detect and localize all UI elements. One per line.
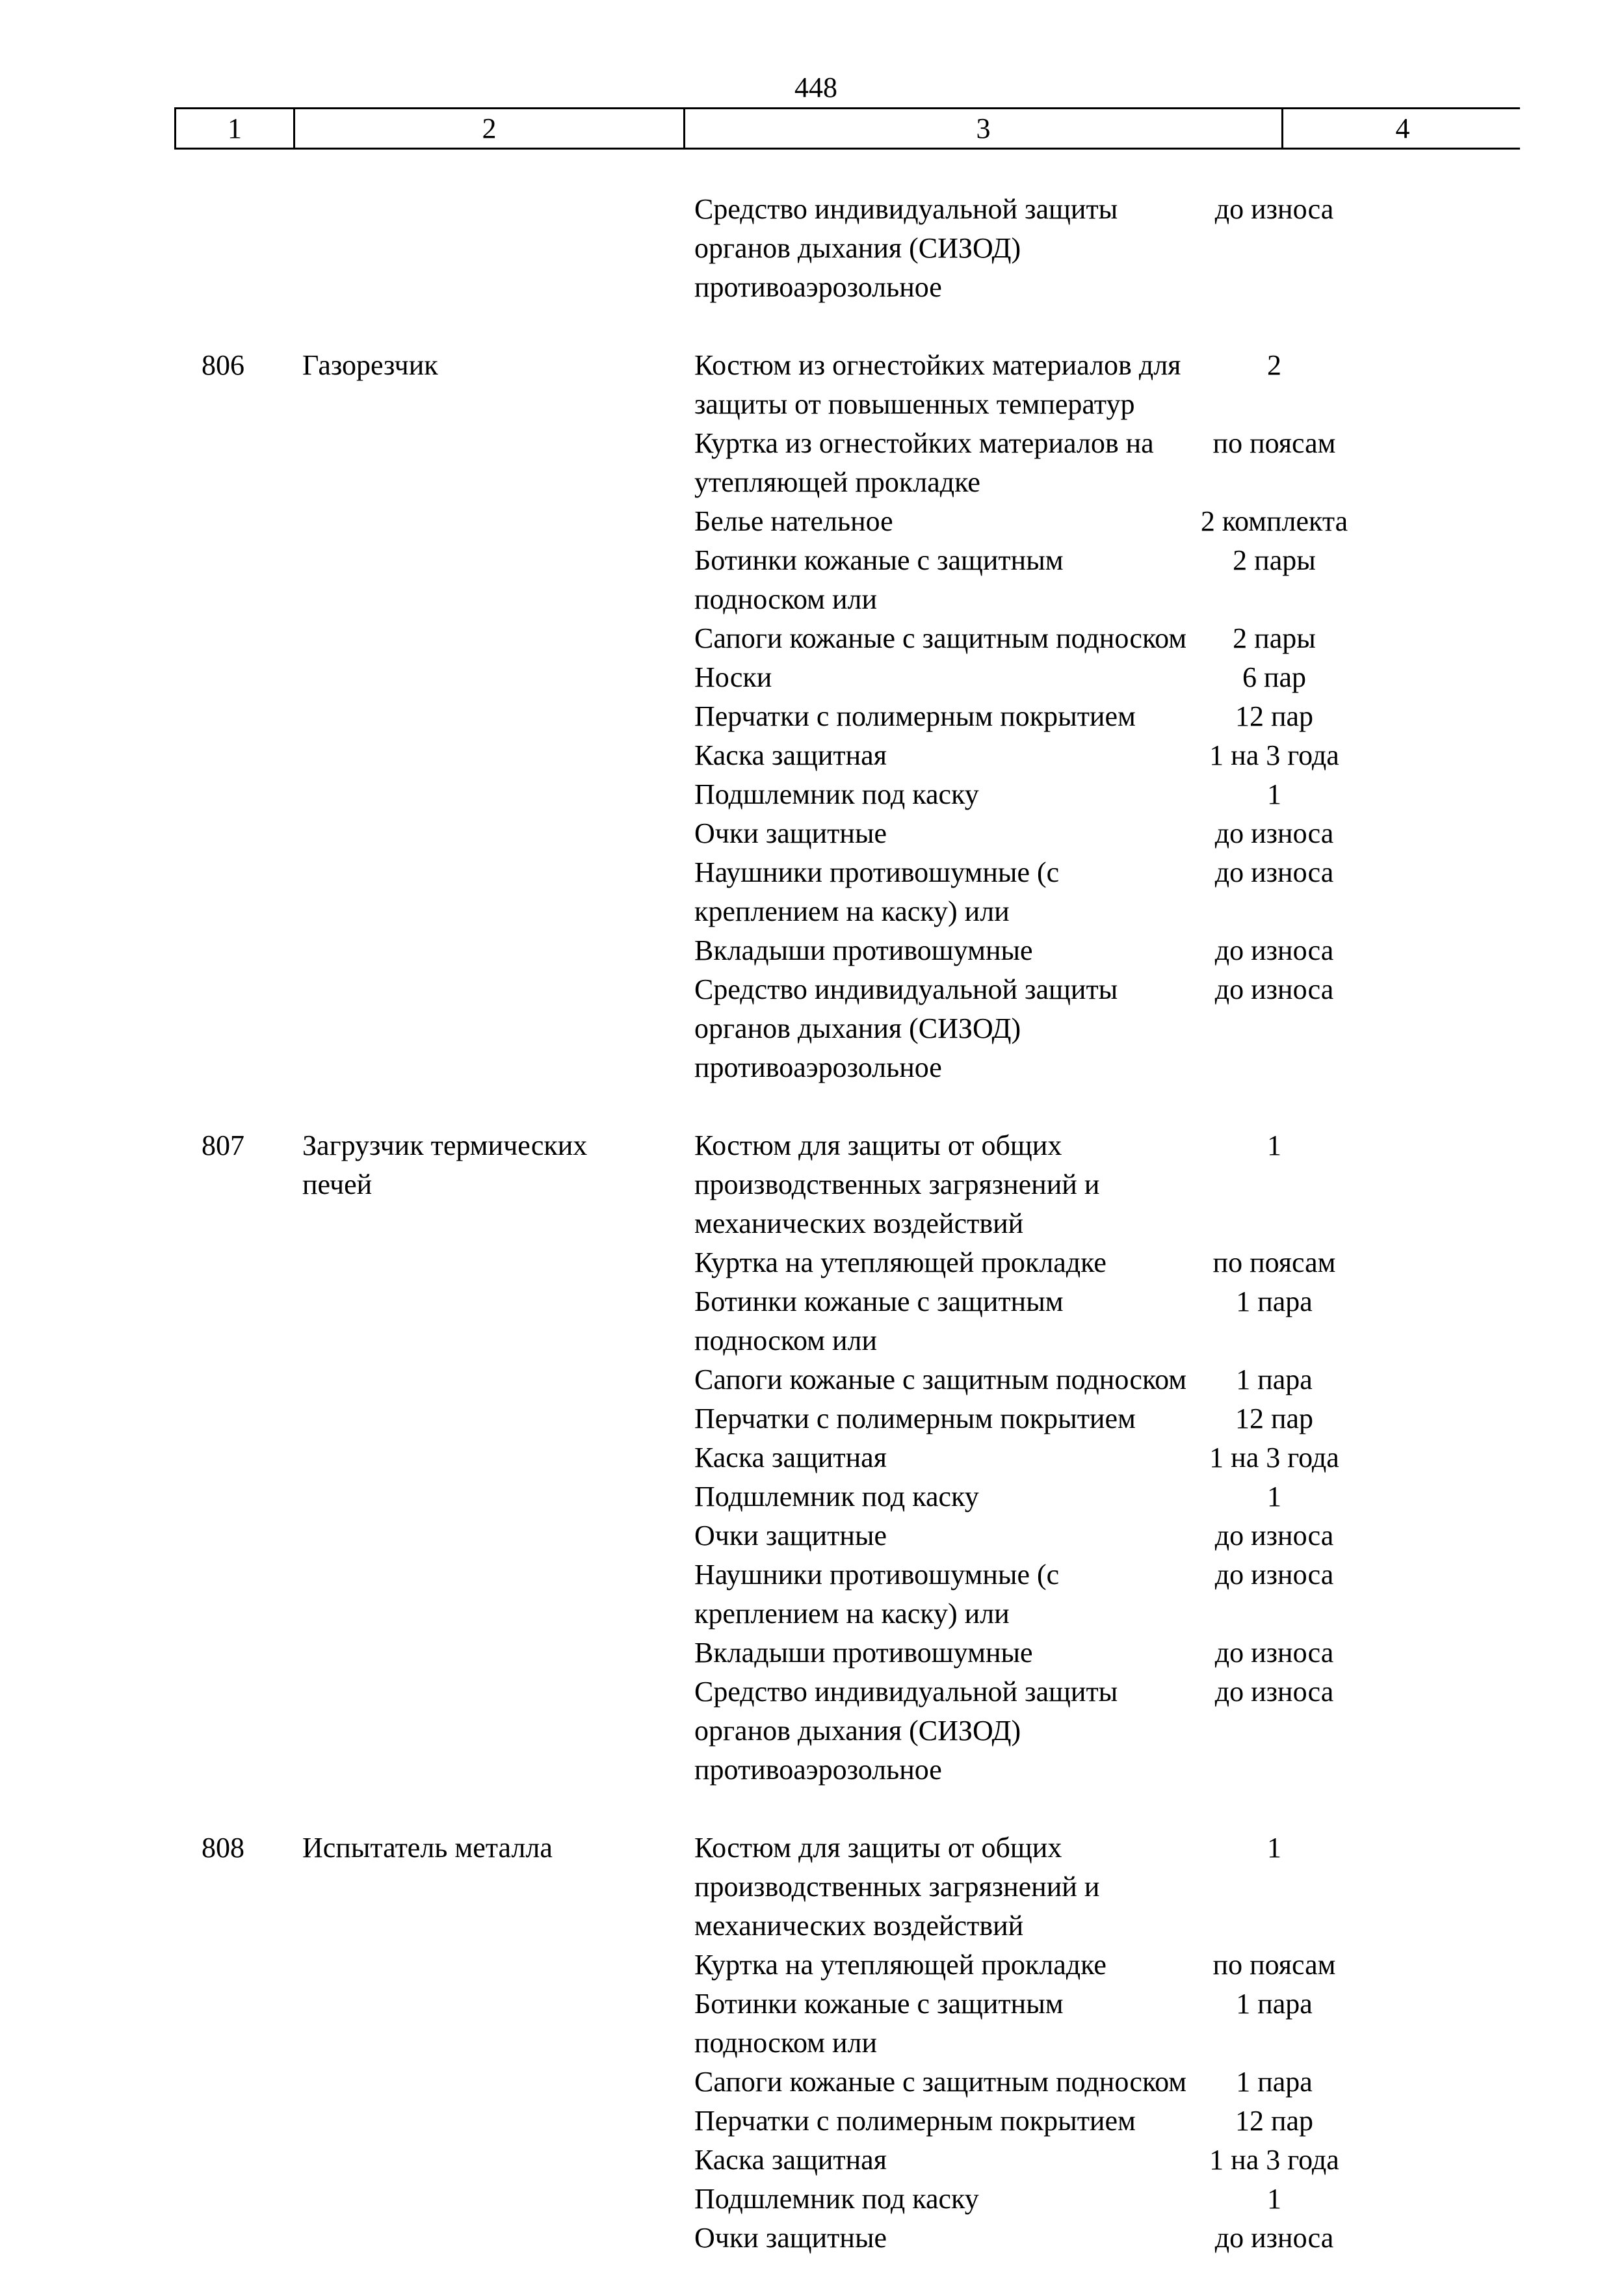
item-text-line: противоаэрозольное bbox=[694, 271, 942, 303]
item-text-line: подноском или bbox=[694, 1325, 878, 1356]
item-text-line: органов дыхания (СИЗОД) bbox=[694, 232, 1021, 264]
item-norm: 2 комплекта bbox=[1200, 505, 1348, 537]
item-norm: 1 на 3 года bbox=[1209, 2144, 1339, 2176]
page-number: 448 bbox=[794, 72, 837, 103]
item-text-line: Ботинки кожаные с защитным bbox=[694, 1286, 1064, 1317]
item-text-line: Перчатки с полимерным покрытием bbox=[694, 1403, 1136, 1434]
entry-number: 806 bbox=[202, 349, 244, 381]
item-norm: 1 пара bbox=[1236, 1364, 1313, 1395]
item-text-line: Подшлемник под каску bbox=[694, 778, 979, 810]
item-norm: 1 bbox=[1267, 1832, 1281, 1864]
entry-number: 808 bbox=[202, 1832, 244, 1864]
item-text-line: Каска защитная bbox=[694, 2144, 887, 2176]
item-text-line: Костюм для защиты от общих bbox=[694, 1129, 1062, 1161]
item-text-line: производственных загрязнений и bbox=[694, 1871, 1100, 1903]
item-norm: 2 пары bbox=[1233, 544, 1316, 576]
item-text-line: механических воздействий bbox=[694, 1207, 1024, 1239]
item-text-line: Сапоги кожаные с защитным подноском bbox=[694, 2066, 1187, 2098]
item-norm: 12 пар bbox=[1235, 700, 1314, 732]
item-norm: до износа bbox=[1214, 1559, 1334, 1590]
item-text-line: Ботинки кожаные с защитным bbox=[694, 544, 1064, 576]
item-text-line: Очки защитные bbox=[694, 2222, 887, 2254]
item-norm: по поясам bbox=[1212, 1949, 1336, 1981]
item-norm: 1 пара bbox=[1236, 1286, 1313, 1317]
item-text-line: Вкладыши противошумные bbox=[694, 1637, 1033, 1669]
item-norm: до износа bbox=[1214, 1520, 1334, 1551]
item-norm: до износа bbox=[1214, 817, 1334, 849]
item-norm: до износа bbox=[1214, 856, 1334, 888]
item-text-line: Куртка из огнестойких материалов на bbox=[694, 427, 1154, 459]
item-norm: до износа bbox=[1214, 934, 1334, 966]
item-norm: 12 пар bbox=[1235, 2105, 1314, 2137]
header-col-4: 4 bbox=[1281, 109, 1522, 148]
item-text-line: противоаэрозольное bbox=[694, 1051, 942, 1083]
profession-name: печей bbox=[302, 1168, 373, 1200]
item-text-line: Очки защитные bbox=[694, 817, 887, 849]
profession-name: Газорезчик bbox=[302, 349, 438, 381]
item-text-line: Вкладыши противошумные bbox=[694, 934, 1033, 966]
item-text-line: подноском или bbox=[694, 583, 878, 615]
entry-number: 807 bbox=[202, 1129, 244, 1161]
item-norm: по поясам bbox=[1212, 1247, 1336, 1278]
item-text-line: Каска защитная bbox=[694, 1442, 887, 1473]
item-text-line: Носки bbox=[694, 661, 772, 693]
item-norm: 2 bbox=[1267, 349, 1281, 381]
item-text-line: Костюм из огнестойких материалов для bbox=[694, 349, 1181, 381]
item-norm: 1 на 3 года bbox=[1209, 1442, 1339, 1473]
item-text-line: Подшлемник под каску bbox=[694, 1481, 979, 1512]
item-norm: 12 пар bbox=[1235, 1403, 1314, 1434]
item-text-line: Наушники противошумные (с bbox=[694, 1559, 1060, 1590]
table-header bbox=[174, 107, 1520, 150]
item-norm: до износа bbox=[1214, 1637, 1334, 1669]
item-text-line: Сапоги кожаные с защитным подноском bbox=[694, 1364, 1187, 1395]
item-norm: по поясам bbox=[1212, 427, 1336, 459]
profession-name: Загрузчик термических bbox=[302, 1129, 588, 1161]
item-text-line: Куртка на утепляющей прокладке bbox=[694, 1949, 1107, 1981]
item-text-line: креплением на каску) или bbox=[694, 1598, 1010, 1630]
item-text-line: Сапоги кожаные с защитным подноском bbox=[694, 622, 1187, 654]
item-text-line: Очки защитные bbox=[694, 1520, 887, 1551]
item-text-line: Каска защитная bbox=[694, 739, 887, 771]
item-norm: 1 bbox=[1267, 1129, 1281, 1161]
item-norm: до износа bbox=[1214, 2222, 1334, 2254]
item-text-line: Перчатки с полимерным покрытием bbox=[694, 700, 1136, 732]
item-text-line: Перчатки с полимерным покрытием bbox=[694, 2105, 1136, 2137]
item-text-line: креплением на каску) или bbox=[694, 895, 1010, 927]
item-norm: до износа bbox=[1214, 193, 1334, 225]
item-text-line: Ботинки кожаные с защитным bbox=[694, 1988, 1064, 2020]
item-text-line: Подшлемник под каску bbox=[694, 2183, 979, 2215]
item-norm: 1 bbox=[1267, 778, 1281, 810]
header-col-1: 1 bbox=[228, 112, 242, 144]
item-text-line: органов дыхания (СИЗОД) bbox=[694, 1012, 1021, 1044]
item-text-line: Средство индивидуальной защиты bbox=[694, 973, 1118, 1005]
item-norm: 1 пара bbox=[1236, 1988, 1313, 2020]
profession-name: Испытатель металла bbox=[302, 1832, 553, 1864]
item-text-line: Костюм для защиты от общих bbox=[694, 1832, 1062, 1864]
item-norm: 1 bbox=[1267, 1481, 1281, 1512]
item-text-line: защиты от повышенных температур bbox=[694, 388, 1135, 420]
item-norm: 1 bbox=[1267, 2183, 1281, 2215]
item-text-line: органов дыхания (СИЗОД) bbox=[694, 1715, 1021, 1747]
header-col-3: 3 bbox=[683, 109, 1281, 148]
item-norm: до износа bbox=[1214, 1676, 1334, 1708]
item-text-line: Средство индивидуальной защиты bbox=[694, 193, 1118, 225]
item-norm: 6 пар bbox=[1242, 661, 1307, 693]
item-text-line: подноском или bbox=[694, 2027, 878, 2059]
header-col-2: 2 bbox=[293, 109, 683, 148]
item-norm: 2 пары bbox=[1233, 622, 1316, 654]
item-norm: 1 на 3 года bbox=[1209, 739, 1339, 771]
item-text-line: механических воздействий bbox=[694, 1910, 1024, 1942]
item-text-line: Белье нательное bbox=[694, 505, 893, 537]
item-norm: 1 пара bbox=[1236, 2066, 1313, 2098]
item-text-line: производственных загрязнений и bbox=[694, 1168, 1100, 1200]
item-text-line: противоаэрозольное bbox=[694, 1754, 942, 1786]
item-text-line: Наушники противошумные (с bbox=[694, 856, 1060, 888]
item-text-line: Куртка на утепляющей прокладке bbox=[694, 1247, 1107, 1278]
item-norm: до износа bbox=[1214, 973, 1334, 1005]
item-text-line: Средство индивидуальной защиты bbox=[694, 1676, 1118, 1708]
item-text-line: утепляющей прокладке bbox=[694, 466, 980, 498]
